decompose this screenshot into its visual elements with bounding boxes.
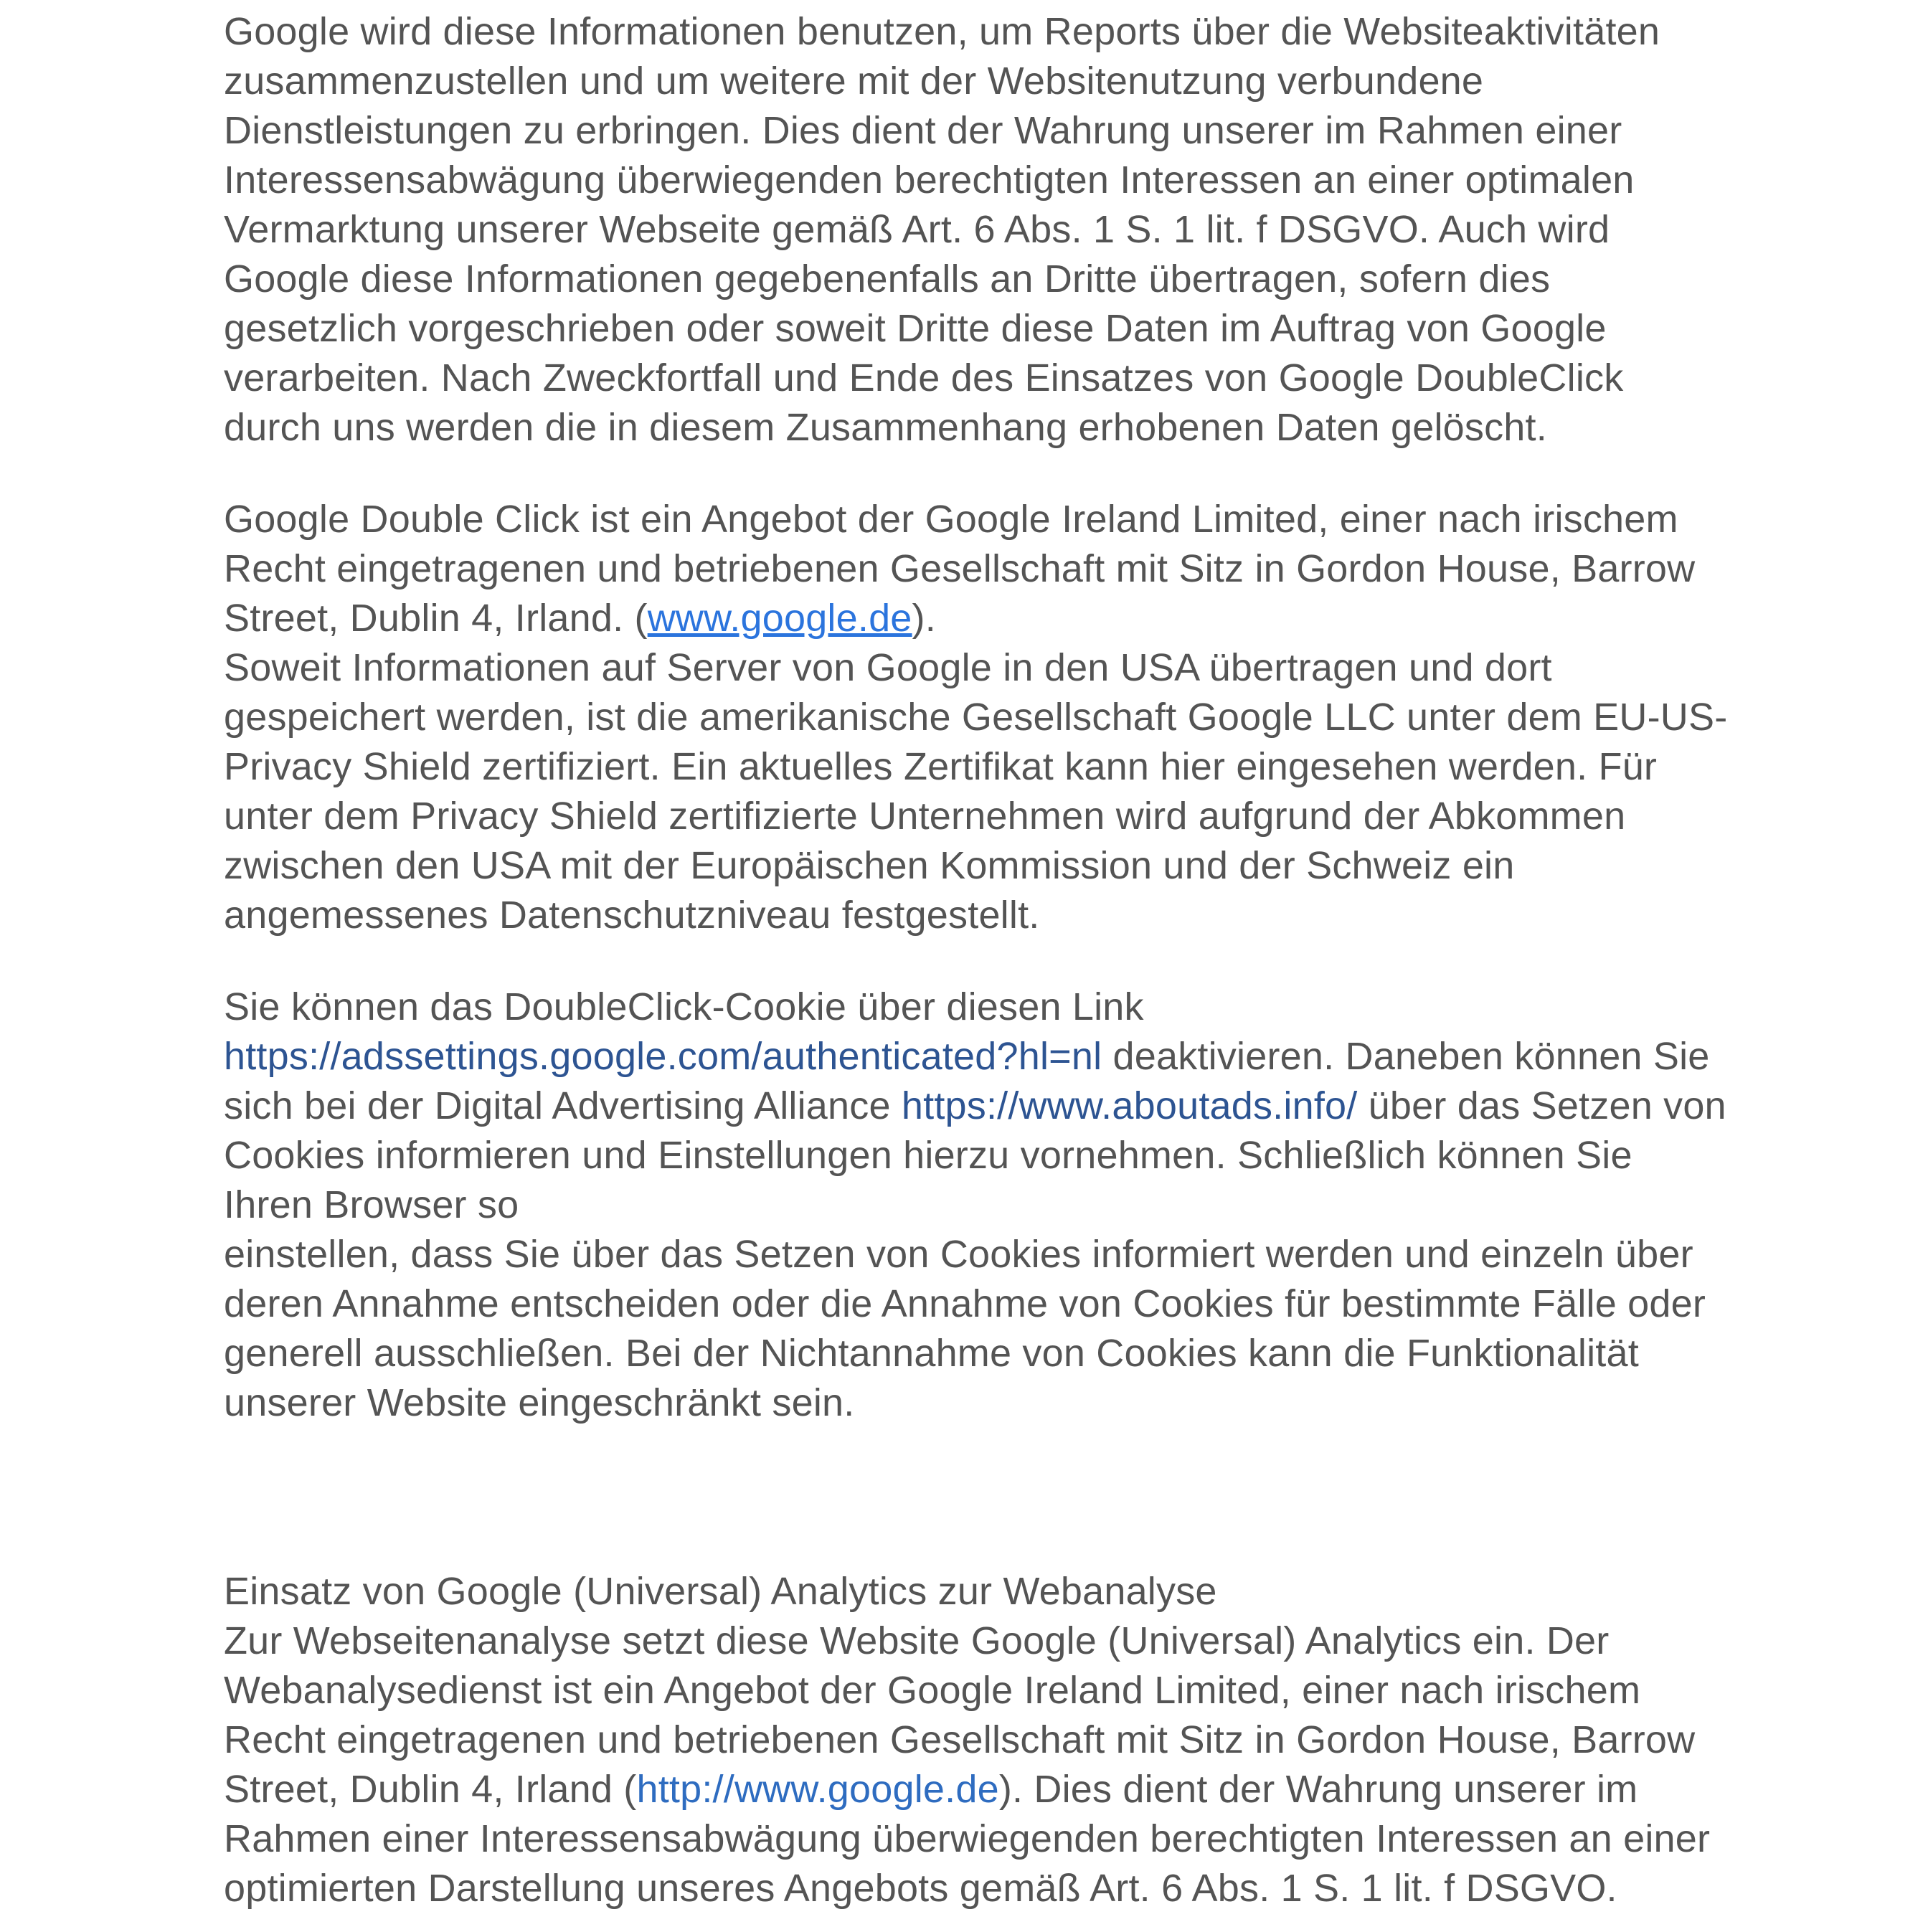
text-run: Google Double Click ist ein Angebot der Google Ireland Limited, einer nach irischem Recht eingetragenen und betriebenen Gesellschaft mit Sitz in Gordon House, Barrow Street, Dublin 4, Irland. ( (224, 498, 1696, 640)
link-aboutads[interactable]: https://www.aboutads.info/ (901, 1084, 1358, 1127)
text-run: über das Setzen von Cookies informieren und Einstellungen hierzu vornehmen. Schließlich können Sie Ihren Browser so (224, 1084, 1726, 1226)
paragraph-doubleclick-usage (224, 7, 1730, 453)
text-run: einstellen, dass Sie über das Setzen von Cookies informiert werden und einzeln über deren Annahme entscheiden oder die Annahme von Cookies für bestimmte Fälle oder generell ausschließen. Bei der Nichtannahme von Cookies kann die Funktionalität unserer Website eingeschränkt sein. (224, 1233, 1706, 1424)
paragraph-google-ireland-privacy-shield (224, 495, 1730, 940)
text-run: Einsatz von Google (Universal) Analytics zur Webanalyse (224, 1570, 1217, 1613)
link-google-de-http[interactable]: http://www.google.de (636, 1768, 999, 1811)
text-run: ). (912, 597, 936, 640)
paragraph-doubleclick-optout (224, 982, 1730, 1428)
text-run: ). Dies dient der Wahrung unserer im Rahmen einer Interessensabwägung überwiegenden berechtigten Interessen an einer optimierten Darstellung unseres Angebots gemäß Art. 6 Abs. 1 S. 1 lit. f DSGVO. (224, 1768, 1711, 1910)
paragraph-google-analytics (224, 1567, 1730, 1913)
text-run: deaktivieren. Daneben können Sie sich bei der Digital Advertising Alliance (224, 1035, 1710, 1127)
text-run: Soweit Informationen auf Server von Google in den USA übertragen und dort gespeichert werden, ist die amerikanische Gesellschaft Google LLC unter dem EU-US-Privacy Shield zertifiziert. Ein aktuelles Zertifikat kann hier eingesehen werden. Für unter dem Privacy Shield zertifizierte Unternehmen wird aufgrund der Abkommen zwischen den USA mit der Europäischen Kommission und der Schweiz ein angemessenes Datenschutzniveau festgestellt. (224, 646, 1728, 937)
link-adssettings[interactable]: https://adssettings.google.com/authenticated?hl=nl (224, 1035, 1102, 1078)
text-run: Sie können das DoubleClick-Cookie über diesen Link (224, 985, 1144, 1028)
link-google-de[interactable]: www.google.de (647, 597, 912, 640)
text-run: Google wird diese Informationen benutzen, um Reports über die Websiteaktivitäten zusammenzustellen und um weitere mit der Websitenutzung verbundene Dienstleistungen zu erbringen. Dies dient der Wahrung unserer im Rahmen einer Interessensabwägung überwiegenden berechtigten Interessen an einer optimalen Vermarktung unserer Webseite gemäß Art. 6 Abs. 1 S. 1 lit. f DSGVO. Auch wird Google diese Informationen gegebenenfalls an Dritte übertragen, sofern dies gesetzlich vorgeschrieben oder soweit Dritte diese Daten im Auftrag von Google verarbeiten. Nach Zweckfortfall und Ende des Einsatzes von Google DoubleClick durch uns werden die in diesem Zusammenhang erhobenen Daten gelöscht. (224, 10, 1660, 449)
text-run: Zur Webseitenanalyse setzt diese Website Google (Universal) Analytics ein. Der Webanalysedienst ist ein Angebot der Google Ireland Limited, einer nach irischem Recht eingetragenen und betriebenen Gesellschaft mit Sitz in Gordon House, Barrow Street, Dublin 4, Irland ( (224, 1619, 1696, 1811)
